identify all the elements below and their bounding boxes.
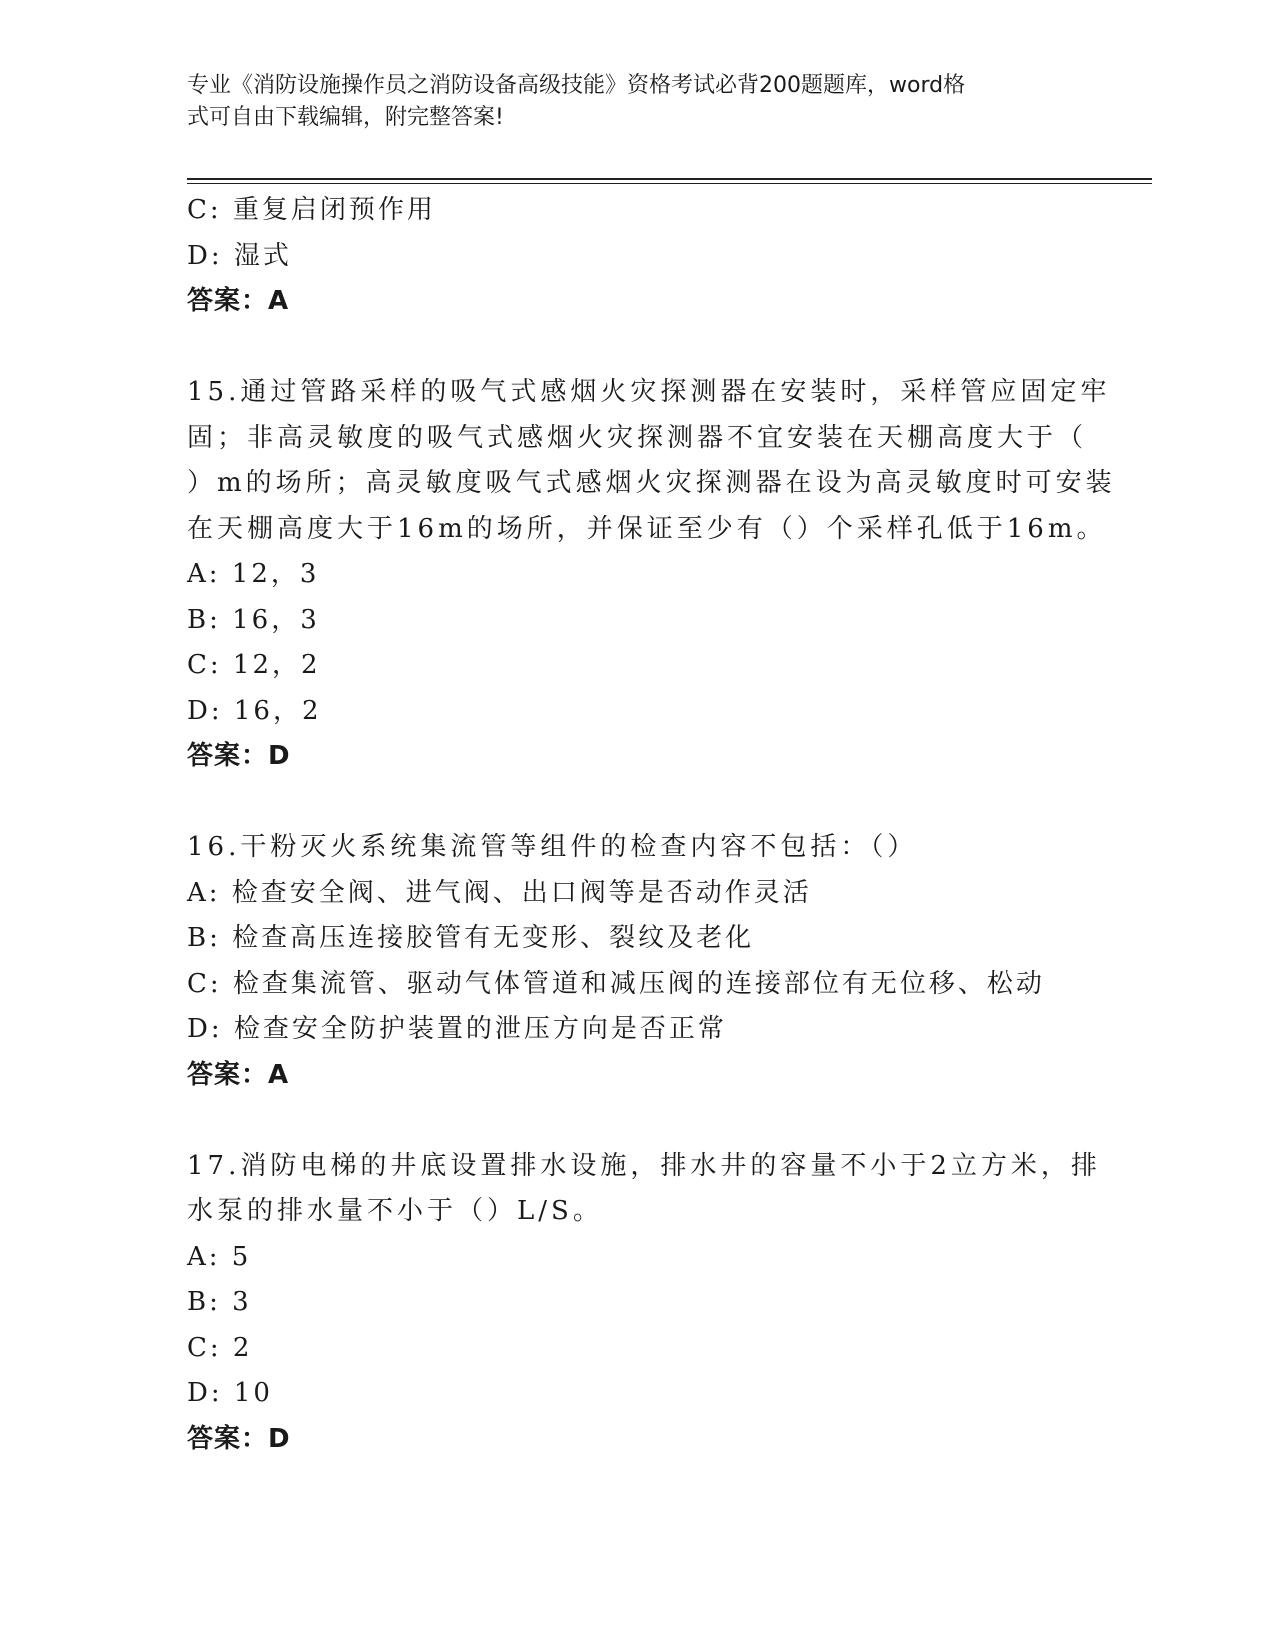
question-text-line: 16.干粉灭火系统集流管等组件的检查内容不包括：（） [187, 832, 918, 862]
spacer [187, 780, 1087, 826]
option-a: A: 5 [187, 1241, 252, 1272]
option-d: D: 16，2 [187, 695, 322, 726]
option-d: D: 检查安全防护装置的泄压方向是否正常 [187, 1014, 727, 1044]
answer: 答案：D [187, 741, 291, 771]
spacer [187, 1098, 1087, 1144]
option-c: C: 2 [187, 1332, 253, 1363]
question-text-line: 17.消防电梯的井底设置排水设施，排水井的容量不小于2立方米，排 [187, 1150, 1101, 1181]
option-d: D: 10 [187, 1378, 273, 1408]
option-b: B: 16，3 [187, 604, 320, 635]
question-text-line: 水泵的排水量不小于（）L/S。 [187, 1196, 603, 1226]
answer: 答案：A [187, 286, 290, 316]
answer: 答案：D [187, 1423, 291, 1454]
header-rule-thin [187, 183, 1152, 184]
option-a: A: 12，3 [187, 559, 320, 589]
header-rule-thick [187, 178, 1152, 180]
option-a: A: 检查安全阀、进气阀、出口阀等是否动作灵活 [187, 877, 812, 908]
question-15 [187, 370, 1116, 780]
option-c: C: 检查集流管、驱动气体管道和减压阀的连接部位有无位移、松动 [187, 968, 1045, 999]
question-list [187, 188, 1116, 1462]
header-line-1: 专业《消防设施操作员之消防设备高级技能》资格考试必背200题题库，word格 [187, 73, 966, 98]
question-14-tail [187, 188, 1087, 325]
option-d: D: 湿式 [187, 240, 292, 271]
question-text-line: 15.通过管路采样的吸气式感烟火灾探测器在安装时，采样管应固定牢 [187, 377, 1111, 407]
question-text-line: 固；非高灵敏度的吸气式感烟火灾探测器不宜安装在天棚高度大于（ [187, 422, 1088, 453]
question-17 [187, 1144, 1101, 1463]
document-header [187, 70, 1067, 134]
option-c: C: 12，2 [187, 650, 321, 680]
header-line-2: 式可自由下载编辑，附完整答案! [187, 105, 504, 130]
question-text-line: 在天棚高度大于16m的场所，并保证至少有（）个采样孔低于16m。 [187, 513, 1107, 544]
question-16 [187, 825, 1087, 1098]
question-text-line: ）m的场所；高灵敏度吸气式感烟火灾探测器在设为高灵敏度时可安装 [187, 468, 1116, 498]
option-b: B: 3 [187, 1287, 252, 1317]
option-c: C: 重复启闭预作用 [187, 195, 436, 225]
answer: 答案：A [187, 1059, 290, 1090]
option-b: B: 检查高压连接胶管有无变形、裂纹及老化 [187, 923, 755, 953]
spacer [187, 325, 1087, 371]
